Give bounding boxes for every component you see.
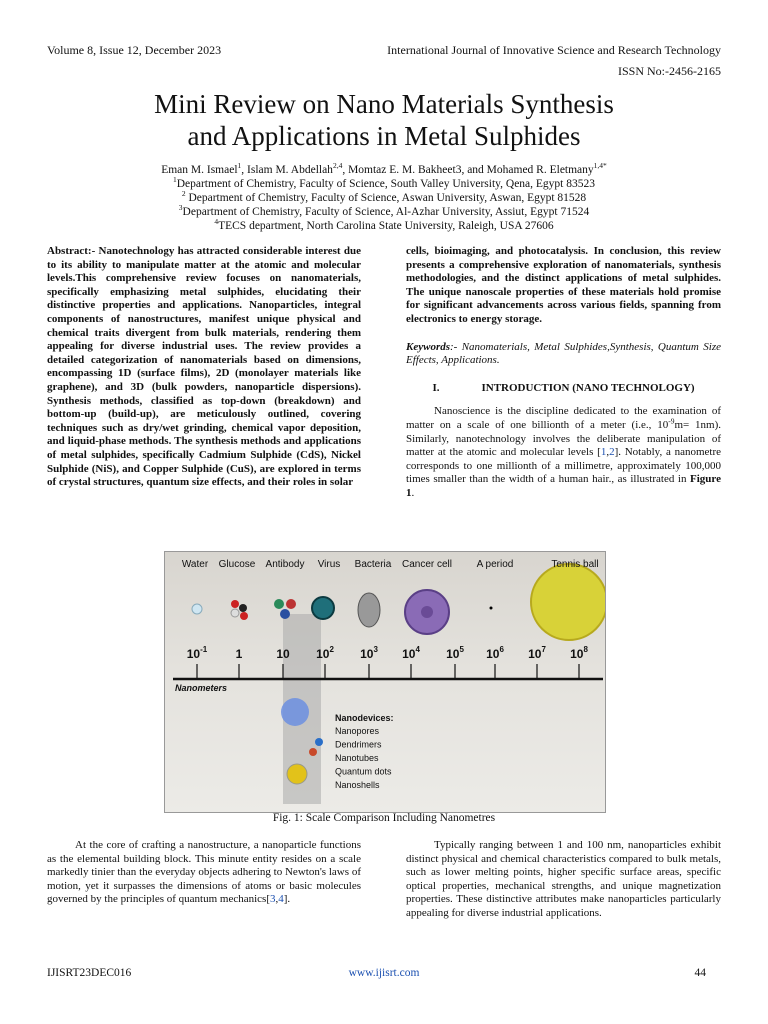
body-right-paragraph: Typically ranging between 1 and 100 nm, nanoparticles exhibit distinct physical and chemical characteristics compared to bulk metals, such as lower melting points, higher specific surface areas, specific optical properties, mechanical strengths, and unique magnetization properties. These distinctive attributes make nanoparticles particularly appealing for diverse industrial applications. xyxy=(406,839,721,919)
nanodevice-label: Nanopores xyxy=(335,726,380,736)
body-text: At the core of crafting a nanostructure, a nanoparticle functions as the elemental building block. This minute entity resides on a scale markedly tinier than the everyday objects adhering to Newton's laws of motion, yet it surpasses the dimensions of atoms or basic molecules governed by the principles of quantum mechanics[ xyxy=(47,839,361,906)
affiliation-2 xyxy=(0,191,768,205)
tick-labels xyxy=(187,645,589,679)
affiliation-3 xyxy=(0,205,768,219)
virus-icon xyxy=(312,597,334,619)
author-sup: 1,4* xyxy=(593,161,607,171)
nanopore-icon xyxy=(315,738,323,746)
body-left-paragraph xyxy=(47,839,361,907)
exponent: -9 xyxy=(668,416,675,426)
object-label: Antibody xyxy=(265,559,305,570)
nanodevice-label: Nanoshells xyxy=(335,780,380,790)
water-icon xyxy=(192,604,202,614)
nanodevices-title: Nanodevices: xyxy=(335,713,394,723)
figure-1 xyxy=(164,551,606,813)
object-icons xyxy=(192,564,605,640)
tick-label: $10^3$ xyxy=(360,645,378,661)
paper-title xyxy=(0,88,768,152)
section-title: INTRODUCTION (NANO TECHNOLOGY) xyxy=(481,381,695,394)
author-name: , Momtaz E. M. Bakheet3, and Mohamed R. Eletmany xyxy=(342,164,594,176)
tick-label: 1 xyxy=(235,647,243,661)
tick-label: $10^7$ xyxy=(528,645,546,661)
object-label: Water xyxy=(181,559,209,570)
tick-label: $10^5$ xyxy=(446,645,464,661)
author-sup: 2,4 xyxy=(332,161,343,171)
nanodevice-labels xyxy=(335,726,392,790)
author-list xyxy=(0,163,768,177)
object-label: Virus xyxy=(317,559,341,570)
journal-name: International Journal of Innovative Science and Research Technology xyxy=(387,43,721,57)
dendrimer-icon xyxy=(281,698,309,726)
citation-sep: , xyxy=(606,446,610,459)
footer-id: IJISRT23DEC016 xyxy=(47,967,132,979)
figure-reference: Figure 1 xyxy=(406,473,721,499)
keywords xyxy=(406,341,721,368)
intro-text: m= 1nm). Similarly, nanotechnology involves the deliberate manipulation of matter at the atomic and molecular levels [ xyxy=(406,418,721,459)
authors-block xyxy=(0,163,768,233)
tick-label: $10^2$ xyxy=(316,645,334,661)
nanodevice-label: Quantum dots xyxy=(335,766,392,777)
citation-sep: , xyxy=(275,893,279,906)
object-label: A period xyxy=(476,559,514,570)
tennis-ball-icon xyxy=(531,564,605,640)
affiliation-sup: 3 xyxy=(178,203,183,213)
affiliation-text: Department of Chemistry, Faculty of Science, Aswan University, Aswan, Egypt 81528 xyxy=(185,192,587,204)
affiliation-sup: 1 xyxy=(172,175,177,185)
title-line-1: Mini Review on Nano Materials Synthesis xyxy=(154,89,614,119)
intro-text: ]. Notably, a nanometre corresponds to one millionth of a millimetre, approximately 100,000 times smaller than the width of a human hair., as illustrated in xyxy=(406,446,721,486)
tick-label: $10^8$ xyxy=(570,645,588,661)
affiliation-4 xyxy=(0,219,768,233)
nanodevice-label: Dendrimers xyxy=(335,739,382,750)
intro-paragraph xyxy=(406,405,721,500)
issn: ISSN No:-2456-2165 xyxy=(617,64,721,78)
nanoshell-icon xyxy=(287,764,307,784)
tick-label: 10 xyxy=(276,647,290,661)
volume-issue: Volume 8, Issue 12, December 2023 xyxy=(47,43,222,57)
glucose-icon xyxy=(231,600,248,620)
citation-link[interactable]: 4 xyxy=(278,893,284,906)
object-label: Cancer cell xyxy=(401,559,453,570)
figure-caption: Fig. 1: Scale Comparison Including Nanometres xyxy=(272,812,496,824)
object-label: Bacteria xyxy=(354,559,392,570)
object-label: Tennis ball xyxy=(551,559,599,570)
author-sup: 1 xyxy=(237,161,242,171)
affiliation-sup: 4 xyxy=(214,217,219,227)
intro-text: . xyxy=(411,486,415,499)
scale-comparison-figure xyxy=(165,552,605,812)
affiliation-text: TECS department, North Carolina State University, Raleigh, USA 27606 xyxy=(218,220,554,232)
section-heading xyxy=(406,382,721,396)
affiliation-text: Department of Chemistry, Faculty of Science, Al-Azhar University, Assiut, Egypt 71524 xyxy=(182,206,590,218)
citation-link[interactable]: 2 xyxy=(609,446,615,459)
object-labels xyxy=(182,559,599,570)
tick-label: $10^4$ xyxy=(402,645,420,661)
footer-website[interactable]: www.ijisrt.com xyxy=(348,967,420,979)
affiliation-sup: 2 xyxy=(181,189,186,199)
tick-label: $10^6$ xyxy=(486,645,504,661)
abstract: Abstract:- Nanotechnology has attracted considerable interest due to its ability to manipulate matter at the atomic and molecular levels.This comprehensive review focuses on nanomaterials, specifically emphasizing metal sulphides, elucidating their distinctive properties and applications. Nanoparticles, integral components of nanostructures, manifest unique physical and chemical traits divergent from bulk materials, rendering them appealing for diverse industrial uses. The review provides a detailed categorization of nanomaterials based on dimensions, encompassing 1D (surface films), 2D (monolayer materials like graphene), and 3D (bulk powders, nanoparticle dispersions). Synthesis methods, classified as top-down (breakdown) and bottom-up (build-up), are meticulously outlined, covering techniques such as dry/wet grinding, chemical vapor deposition, and liquid-phase methods. The synthesis methods and applications of metal sulphides, specifically Cadmium Sulphide (CdS), Nickel Sulphide (NiS), and Copper Sulphide (CuS), are explored in terms of crystal structures, quantum size effects, and their roles in solar xyxy=(47,245,361,489)
right-column-top xyxy=(406,245,721,501)
author-name: Eman M. Ismael xyxy=(161,164,238,176)
period-icon xyxy=(490,607,493,610)
axis-label: Nanometers xyxy=(175,683,228,693)
nanopore-icon xyxy=(309,748,317,756)
keywords-text: :- Nanomaterials, Metal Sulphides,Synthesis, Quantum Size Effects, Applications. xyxy=(406,340,721,367)
keywords-label: Keywords xyxy=(406,340,450,353)
citation-link[interactable]: 3 xyxy=(270,893,276,906)
abstract-continued: cells, bioimaging, and photocatalysis. In conclusion, this review presents a comprehensive exploration of nanomaterials, synthesis methodologies, and the distinct applications of metal sulphides. The unique nanoscale properties of these materials hold promise for significant advancements across various fields, spanning from electronics to energy storage. xyxy=(406,245,721,325)
citation-link[interactable]: 1 xyxy=(600,446,607,459)
page-number: 44 xyxy=(694,967,706,979)
author-name: , Islam M. Abdellah xyxy=(241,164,333,176)
object-label: Glucose xyxy=(218,559,256,570)
tick-label: $10^{-1}$ xyxy=(186,645,208,661)
body-text: ]. xyxy=(283,893,291,906)
title-line-2: and Applications in Metal Sulphides xyxy=(187,121,581,151)
nanodevice-label: Nanotubes xyxy=(335,753,379,763)
bacteria-icon xyxy=(358,593,380,627)
affiliation-1 xyxy=(0,177,768,191)
section-number: I. xyxy=(432,381,440,394)
intro-text: Nanoscience is the discipline dedicated to the examination of matter on a scale of one billionth of a meter (i.e., 10 xyxy=(406,405,721,431)
affiliation-text: Department of Chemistry, Faculty of Science, South Valley University, Qena, Egypt 83523 xyxy=(176,178,596,190)
cell-nucleus-icon xyxy=(421,606,433,618)
